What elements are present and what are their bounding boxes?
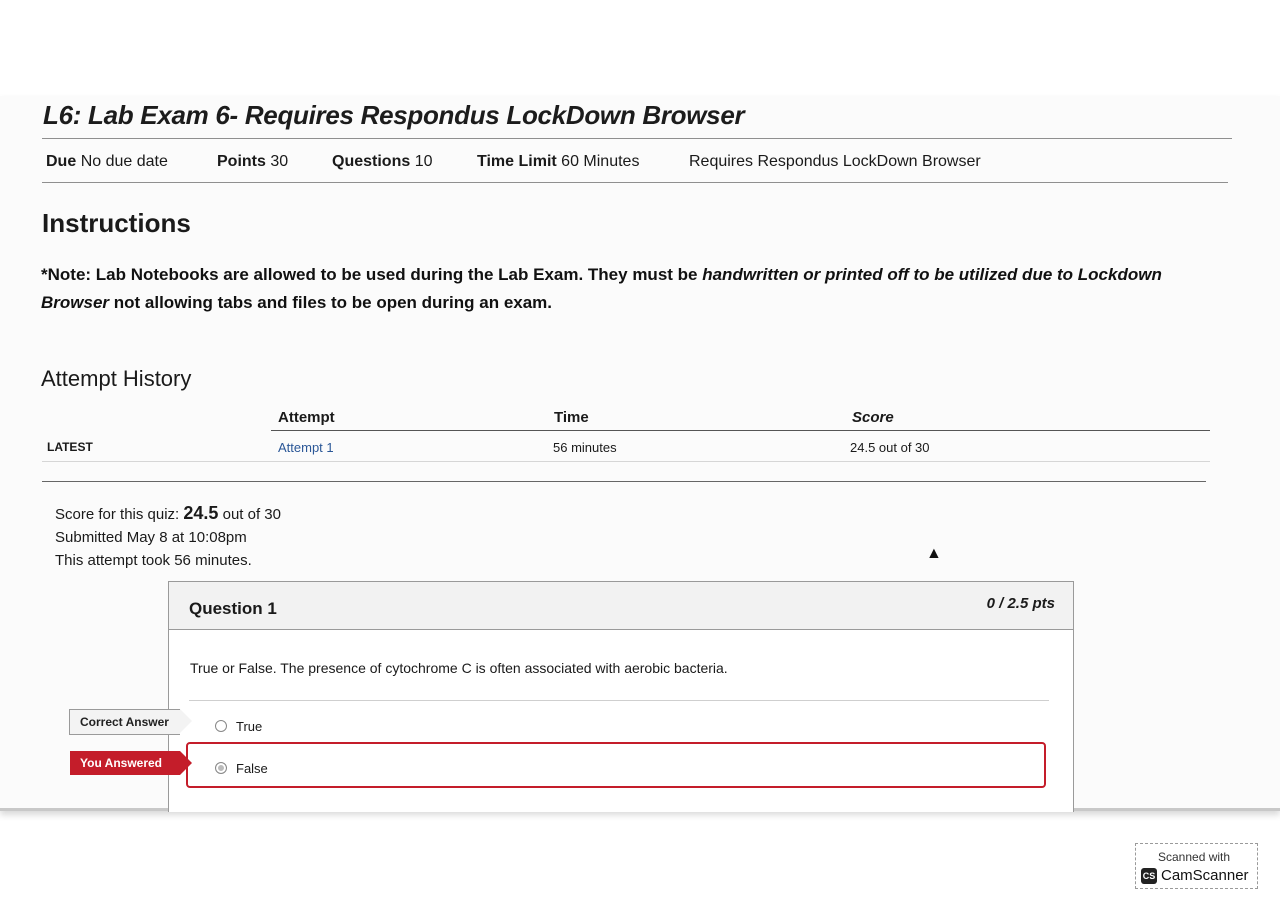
score-line [55, 502, 281, 526]
submitted-line: Submitted May 8 at 10:08pm [55, 529, 247, 546]
attempt-link[interactable]: Attempt 1 [278, 440, 334, 455]
page-title: L6: Lab Exam 6- Requires Respondus LockDown Browser [43, 100, 745, 130]
question-text: True or False. The presence of cytochrome C is often associated with aerobic bacteria. [190, 660, 728, 676]
watermark-brand [1141, 867, 1249, 884]
camscanner-logo-icon: CS [1141, 868, 1157, 884]
watermark-caption: Scanned with [1158, 850, 1231, 864]
question-divider [189, 700, 1049, 701]
points-value: 30 [270, 153, 289, 170]
mouse-pointer-icon: ▲ [926, 545, 942, 562]
score-label: Score for this quiz: [55, 506, 184, 523]
score-total: out of 30 [218, 506, 281, 523]
title-divider [42, 138, 1232, 139]
radio-unchecked-icon[interactable] [215, 720, 227, 732]
latest-badge: LATEST [47, 440, 93, 454]
selected-answer-highlight [186, 742, 1046, 788]
watermark-brand-name: CamScanner [1161, 867, 1249, 884]
meta-requirement: Requires Respondus LockDown Browser [689, 153, 981, 170]
instructions-note [41, 261, 1221, 317]
attempt-score: 24.5 out of 30 [850, 440, 930, 455]
correct-answer-tag: Correct Answer [69, 709, 180, 735]
due-label: Due [46, 153, 77, 170]
note-text-3: not allowing tabs and files to be open during an exam. [109, 293, 553, 312]
question-points: 0 / 2.5 pts [986, 595, 1055, 612]
quiz-summary [55, 502, 281, 572]
answer-label-false: False [236, 761, 268, 776]
questions-value: 10 [414, 153, 433, 170]
note-text-1: *Note: Lab Notebooks are allowed to be used during the Lab Exam. They must be [41, 265, 703, 284]
score-value: 24.5 [183, 503, 219, 523]
you-answered-tag: You Answered [70, 751, 180, 775]
meta-time-limit [477, 153, 639, 171]
table-header-divider [271, 430, 1210, 431]
column-header-attempt: Attempt [278, 409, 335, 426]
answer-option-true[interactable] [215, 719, 262, 734]
column-header-score: Score [852, 409, 894, 426]
note-text-2: handwritten or printed off to be utilized due to Lockdown Browser [41, 265, 1162, 312]
questions-label: Questions [332, 153, 411, 170]
time-limit-label: Time Limit [477, 153, 557, 170]
attempt-history-heading: Attempt History [41, 366, 192, 391]
time-limit-value: 60 Minutes [561, 153, 640, 170]
answer-label-true: True [236, 719, 263, 734]
attempt-time: 56 minutes [553, 440, 617, 455]
question-title: Question 1 [189, 599, 277, 618]
table-row-divider [42, 461, 1210, 462]
meta-points [217, 153, 288, 171]
camscanner-watermark [1135, 843, 1258, 889]
due-value: No due date [80, 153, 168, 170]
meta-due [46, 153, 168, 171]
duration-line: This attempt took 56 minutes. [55, 552, 252, 569]
question-header [169, 582, 1073, 630]
table-bottom-divider [42, 481, 1206, 482]
meta-divider [42, 182, 1228, 183]
meta-questions [332, 153, 432, 171]
instructions-heading: Instructions [42, 208, 191, 238]
points-label: Points [217, 153, 266, 170]
column-header-time: Time [554, 409, 589, 426]
